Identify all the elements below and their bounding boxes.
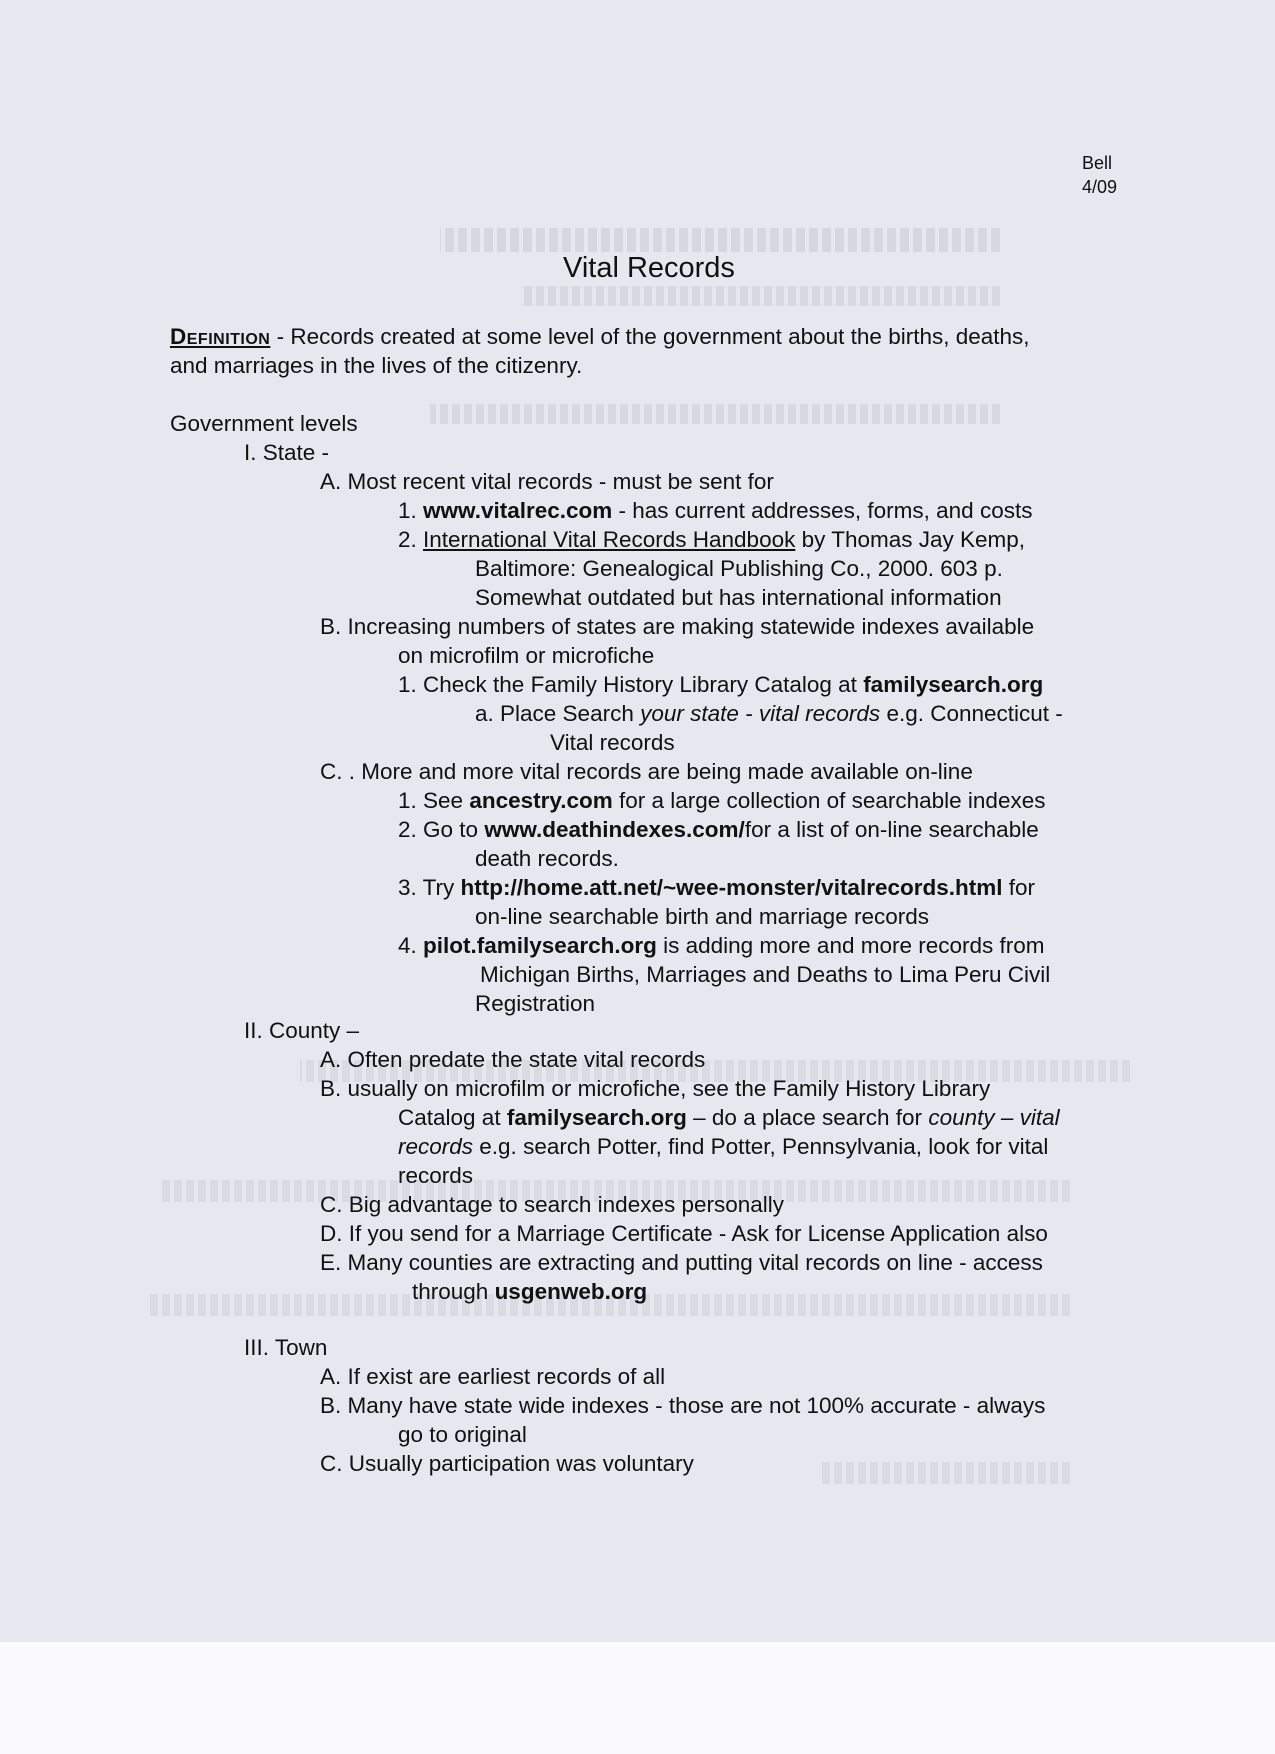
state-item-a1: 1. www.vitalrec.com - has current addresses, forms, and costs [398, 498, 1033, 523]
wee-monster-link[interactable]: http://home.att.net/~wee-monster/vitalrecords.html [460, 875, 1003, 900]
state-heading: I. State - [244, 440, 330, 465]
county-item-e: E. Many counties are extracting and putting vital records on line - access [320, 1250, 1043, 1275]
government-levels-heading: Government levels [170, 411, 358, 436]
header-date: 4/09 [1082, 177, 1118, 197]
usgenweb-link[interactable]: usgenweb.org [494, 1279, 648, 1304]
town-item-b-line2: go to original [398, 1422, 527, 1447]
state-item-c4-line3: Registration [475, 991, 596, 1016]
state-item-c1: 1. See ancestry.com for a large collection of searchable indexes [398, 788, 1046, 813]
state-item-b1a: a. Place Search your state - vital records e.g. Connecticut - [475, 701, 1063, 726]
pilot-familysearch-link[interactable]: pilot.familysearch.org [423, 933, 657, 958]
state-item-b1: 1. Check the Family History Library Catalog at familysearch.org [398, 672, 1044, 697]
state-item-b-line2: on microfilm or microfiche [398, 643, 655, 668]
county-item-d: D. If you send for a Marriage Certificate - Ask for License Application also [320, 1221, 1048, 1246]
county-item-b-line3: records e.g. search Potter, find Potter, Pennsylvania, look for vital [398, 1134, 1049, 1159]
state-item-c3-line2: on-line searchable birth and marriage records [475, 904, 929, 929]
county-item-a: A. Often predate the state vital records [320, 1047, 706, 1072]
state-item-a2-line3: Somewhat outdated but has international information [475, 585, 1002, 610]
county-item-c: C. Big advantage to search indexes personally [320, 1192, 785, 1217]
state-item-c: C. . More and more vital records are being made available on-line [320, 759, 973, 784]
vitalrec-link[interactable]: www.vitalrec.com [423, 498, 613, 523]
state-item-c2: 2. Go to www.deathindexes.com/for a list of on-line searchable [398, 817, 1039, 842]
state-item-b1a-line2: Vital records [550, 730, 675, 755]
town-item-c: C. Usually participation was voluntary [320, 1451, 694, 1476]
county-heading: II. County – [244, 1018, 360, 1043]
town-item-b: B. Many have state wide indexes - those are not 100% accurate - always [320, 1393, 1046, 1418]
state-item-b: B. Increasing numbers of states are making statewide indexes available [320, 614, 1035, 639]
definition-line-1: Definition - Records created at some level of the government about the births, deaths, [170, 324, 1030, 349]
bleed-through-line [430, 404, 1000, 424]
state-item-a2: 2. International Vital Records Handbook by Thomas Jay Kemp, [398, 527, 1026, 552]
bleed-through-line [520, 286, 1000, 306]
town-item-a: A. If exist are earliest records of all [320, 1364, 666, 1389]
handbook-title: International Vital Records Handbook [423, 527, 796, 552]
county-item-b: B. usually on microfilm or microfiche, see the Family History Library [320, 1076, 991, 1101]
state-item-a: A. Most recent vital records - must be sent for [320, 469, 774, 494]
state-item-a2-line2: Baltimore: Genealogical Publishing Co., 2000. 603 p. [475, 556, 1003, 581]
page-title: Vital Records [563, 252, 735, 284]
definition-line-2: and marriages in the lives of the citizenry. [170, 353, 583, 378]
definition-label: Definition [170, 324, 271, 349]
bleed-through-line [440, 228, 1000, 252]
familysearch-link[interactable]: familysearch.org [863, 672, 1044, 697]
familysearch-link[interactable]: familysearch.org [506, 1105, 687, 1130]
ancestry-link[interactable]: ancestry.com [469, 788, 613, 813]
county-item-b-line2: Catalog at familysearch.org – do a place search for county – vital [398, 1105, 1060, 1130]
bleed-through-line [820, 1462, 1070, 1484]
town-heading: III. Town [244, 1335, 328, 1360]
state-item-c3: 3. Try http://home.att.net/~wee-monster/vitalrecords.html for [398, 875, 1035, 900]
state-item-c4: 4. pilot.familysearch.org is adding more and more records from [398, 933, 1045, 958]
header-author: Bell [1082, 153, 1113, 173]
deathindexes-link[interactable]: www.deathindexes.com/ [484, 817, 745, 842]
state-item-c4-line2: Michigan Births, Marriages and Deaths to Lima Peru Civil [480, 962, 1051, 987]
county-item-e-line2: through usgenweb.org [412, 1279, 648, 1304]
state-item-c2-line2: death records. [475, 846, 619, 871]
county-item-b-line4: records [398, 1163, 474, 1188]
